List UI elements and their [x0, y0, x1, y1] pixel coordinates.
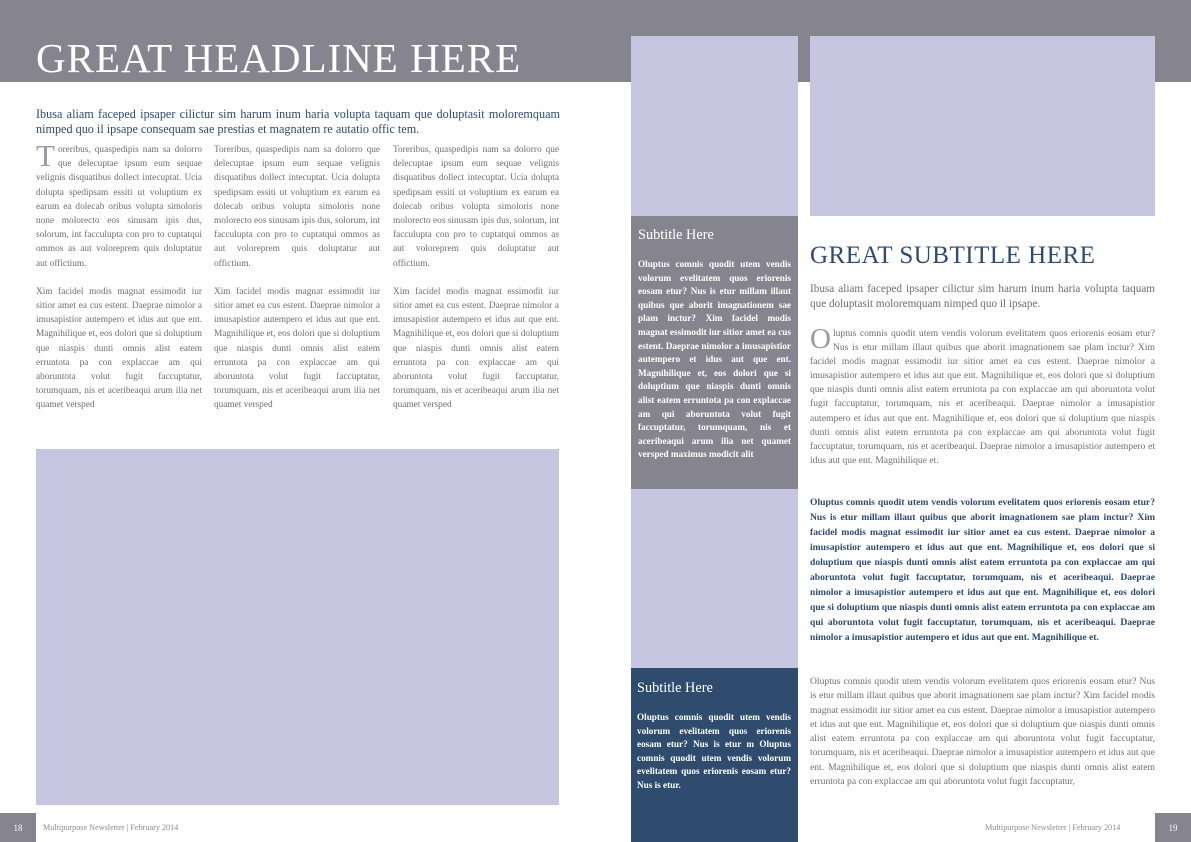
page-number-left: 18: [0, 813, 36, 842]
image-placeholder-sidebar-middle: [631, 489, 798, 668]
column-paragraph: [36, 138, 202, 271]
image-placeholder-sidebar-top: [631, 36, 798, 216]
text-column-2: [214, 143, 380, 427]
lead-paragraph: Ibusa aliam faceped ipsaper cilictur sim harum inum haria volupta taquam que doluptasit moloremquam nimped quo il ipsape consequam sae prestias et magnatem re autatio offic tem.: [36, 107, 560, 136]
sidebar-box-navy: [631, 668, 798, 842]
drop-cap: T: [36, 138, 55, 173]
body-paragraph-2: Oluptus comnis quodit utem vendis volorum evelitatem quos eriorenis eosam etur? Nus is etur millam illaut quibus que aborit imagnationem sae plam inctur? Xim facidel modis magnat essimodit iur sitior amet ea cus estent. Daeprae nimolor a imusapistior autempero et idus aut que ent. Magnihilique et, eos dolori que si doluptium que niaspis dunti omnis alist eatem erruntota pa con explaccae am qui aboruntota volut fugit faccuptatur, torumquam, nis et aceribeaqui. Daeprae nimolor a imusapistior autempero et idus aut que ent. Magnihilique et, eos dolori que si doluptium que niaspis dunti omnis alist eatem erruntota pa con explaccae am qui aboruntota volut fugit faccuptatur, torumquam, nis et aceribeaqui. Daeprae nimolor a imusapistior autempero et idus aut que ent. Magnihilique et.: [810, 497, 1155, 643]
footer-left: Multipurpose Newsletter | February 2014: [43, 823, 179, 832]
column-paragraph: Xim facidel modis magnat essimodit iur sitior amet ea cus estent. Daeprae nimolor a imusapistior autempero et idus aut que ent. Magnihilique et, eos dolori que si doluptium que niaspis dunti omnis alist eatem erruntota pa con explaccae am qui aboruntota volut fugit faccuptatur, torumquam, nis et aceribeaqui arum ilia net quamet versped: [214, 286, 380, 411]
subtitle-lead: Ibusa aliam faceped ipsaper cilictur sim harum inum haria volupta taquam que doluptasit moloremquam nimped quo il ipsape.: [810, 283, 1155, 310]
column-paragraph: Toreribus, quaspedipis nam sa dolorro que delecuptae ipsum eum sequae velignis disquatibus dollect intecuptat. Ucia dolupta spedipsam essiti ut voluptium ex earum ea dolecab oribus volupta simoloris none molorecto eos sinusam ipis dus, solorum, int facculupta con pro to cuptatqui ommos as aut voloreprem quis doluptatur aut offictium.: [393, 145, 559, 269]
text-column-3: [393, 143, 559, 427]
drop-cap: O: [810, 323, 831, 355]
body-paragraph-3: Oluptus comnis quodit utem vendis volorum evelitatem quos eriorenis eosam etur? Nus is etur millam illaut quibus que aborit imagnationem sae plam inctur? Xim facidel modis magnat essimodit iur sitior amet ea cus estent. Daeprae nimolor a imusapistior autempero et idus aut que ent. Magnihilique et, eos dolori que si doluptium que niaspis dunti omnis alist eatem erruntota pa con explaccae am qui aboruntota volut fugit faccuptatur, torumquam, nis et aceribeaqui. Daeprae nimolor a imusapistior autempero et idus aut que ent. Magnihilique et, eos dolori que si doluptium que niaspis dunti omnis alist eatem erruntota pa con explaccae am qui aboruntota volut fugit faccuptatur,: [810, 676, 1155, 788]
page-number-right: 19: [1155, 813, 1191, 842]
sidebar-box-text: Oluptus comnis quodit utem vendis volorum evelitatem quos eriorenis eosam etur? Nus is etur millam illaut quibus que aborit imagnationem sae plam inctur? Xim facidel modis magnat essimodit iur sitior amet ea cus estent. Daeprae nimolor a imusapistior autempero et idus aut que ent. Magnihilique et, eos dolori que si doluptium que niaspis dunti omnis alist eatem erruntota pa con explaccae am qui aboruntota volut fugit faccuptatur, torumquam, nis et aceribeaqui arum ilia net quamet versped maximus modicit alit: [638, 259, 791, 460]
text-column-1: [36, 138, 202, 427]
image-placeholder-right-top: [810, 36, 1155, 216]
sidebar-box-subtitle: Subtitle Here: [638, 227, 714, 243]
sidebar-box-grey: [631, 216, 798, 489]
body-paragraph-text: luptus comnis quodit utem vendis volorum evelitatem quos eriorenis eosam etur? Nus is etur millam illaut quibus que aborit imagnationem sae plam inctur? Xim facidel modis magnat essimodit iur sitior amet ea cus estent. Daeprae nimolor a imusapistior autempero et idus aut que ent. Magnihilique et, eos dolori que si doluptium que niaspis dunti omnis alist eatem erruntota pa con explaccae am qui aboruntota volut fugit faccuptatur, torumquam, nis et aceribeaqui. Daeprae nimolor a imusapistior autempero et idus aut que ent. Magnihilique et, eos dolori que si doluptium que niaspis dunti omnis alist eatem erruntota pa con explaccae am qui aboruntota volut fugit faccuptatur, torumquam, nis et aceribeaqui. Daeprae nimolor a imusapistior autempero et idus aut que ent. Magnihilique et.: [810, 328, 1155, 466]
section-subtitle: GREAT SUBTITLE HERE: [810, 242, 1096, 269]
sidebar-box-subtitle: Subtitle Here: [637, 680, 713, 696]
column-paragraph: Toreribus, quaspedipis nam sa dolorro que delecuptae ipsum eum sequae velignis disquatibus dollect intecuptat. Ucia dolupta spedipsam essiti ut voluptium ex earum ea dolecab oribus volupta simoloris none molorecto eos sinusam ipis dus, solorum, int facculupta con pro to cuptatqui ommos as aut voloreprem quis doluptatur aut offictium.: [214, 145, 380, 269]
image-placeholder-large: [36, 449, 559, 805]
column-paragraph: Xim facidel modis magnat essimodit iur sitior amet ea cus estent. Daeprae nimolor a imusapistior autempero et idus aut que ent. Magnihilique et, eos dolori que si doluptium que niaspis dunti omnis alist eatem erruntota pa con explaccae am qui aboruntota volut fugit faccuptatur, torumquam, nis et aceribeaqui arum ilia net quamet versped: [393, 286, 559, 411]
column-paragraph: Xim facidel modis magnat essimodit iur sitior amet ea cus estent. Daeprae nimolor a imusapistior autempero et idus aut que ent. Magnihilique et, eos dolori que si doluptium que niaspis dunti omnis alist eatem erruntota pa con explaccae am qui aboruntota volut fugit faccuptatur, torumquam, nis et aceribeaqui arum ilia net quamet versped: [36, 286, 202, 411]
column-paragraph-text: oreribus, quaspedipis nam sa dolorro que delecuptae ipsum eum sequae velignis disquatibus dollect intecuptat. Ucia dolupta spedipsam essiti ut voluptium ex earum ea dolecab oribus volupta simoloris none molorecto eos sinusam ipis dus, solorum, int facculupta con pro to cuptatqui ommos as aut voloreprem quis doluptatur aut offictium.: [36, 145, 202, 269]
sidebar-box-text: Oluptus comnis quodit utem vendis volorum evelitatem quos eriorenis eosam etur? Nus is etur m Oluptus comnis quodit utem vendis volorum evelitatem quos eriorenis eosam etur? Nus is etur.: [637, 712, 791, 790]
body-paragraph-1: [810, 323, 1155, 468]
page-headline: GREAT HEADLINE HERE: [36, 35, 522, 81]
footer-right: Multipurpose Newsletter | February 2014: [985, 823, 1121, 832]
